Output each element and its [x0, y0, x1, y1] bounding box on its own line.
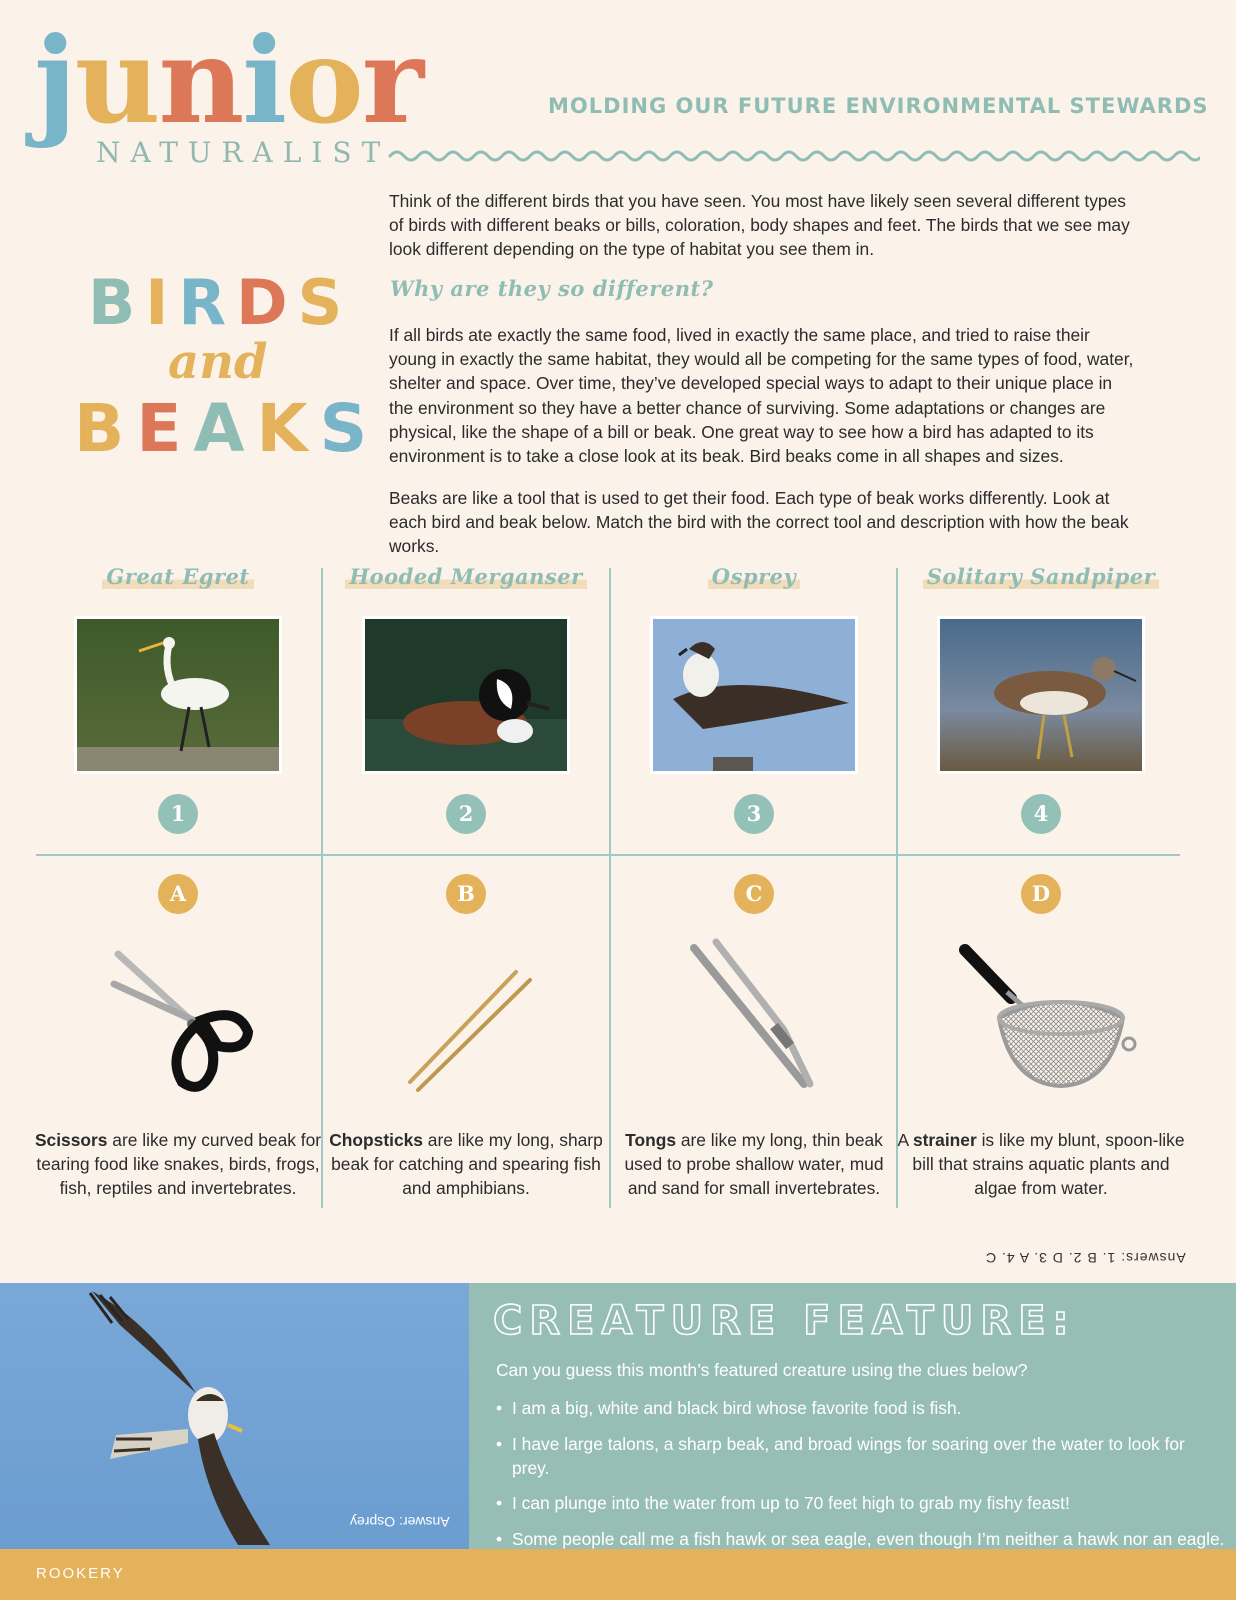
tongs-icon — [654, 934, 854, 1104]
tool-column — [610, 874, 898, 1201]
logo-junior — [34, 11, 423, 150]
clue-item: • I am a big, white and black bird whose favorite food is fish. — [496, 1396, 1226, 1420]
footer-text: ROOKERY — [36, 1565, 125, 1582]
tool-letter-badge: D — [1021, 874, 1061, 914]
tool-letter-badge: C — [734, 874, 774, 914]
tool-letter-badge: A — [158, 874, 198, 914]
great-egret-photo — [74, 616, 282, 774]
bird-number-badge: 4 — [1021, 794, 1061, 834]
title-letter: A — [193, 390, 257, 467]
osprey-flying-photo — [0, 1283, 469, 1549]
title-letter: B — [88, 266, 146, 339]
logo-letter: n — [158, 11, 243, 150]
bird-number-badge: 2 — [446, 794, 486, 834]
title-letter: B — [74, 390, 137, 467]
logo-letter: j — [34, 11, 75, 150]
clue-item: • I have large talons, a sharp beak, and broad wings for soaring over the water to look for prey. — [496, 1432, 1226, 1480]
title-beaks — [74, 390, 379, 467]
bird-column — [610, 564, 898, 834]
title-letter: S — [297, 266, 353, 339]
tool-description: A strainer is like my blunt, spoon-like bill that strains aquatic plants and algae from water. — [897, 1130, 1185, 1199]
instructions-paragraph: Beaks are like a tool that is used to get their food. Each type of beak works differently. Look at each bird and beak below. Match the bird with the correct tool and description with how the beak works. — [389, 488, 1129, 557]
tool-column — [897, 874, 1185, 1201]
title-letter: R — [178, 266, 237, 339]
answer-key: Answers: 1. B 2. D 3. A 4. C — [985, 1250, 1186, 1266]
title-letter: S — [319, 390, 380, 467]
bird-column — [34, 564, 322, 834]
title-letter: E — [136, 390, 194, 467]
tool-name: Chopsticks — [329, 1130, 423, 1150]
bird-column — [322, 564, 610, 834]
title-letter: D — [236, 266, 298, 339]
tool-description: Tongs are like my long, thin beak used to probe shallow water, mud and sand for small invertebrates. — [624, 1130, 884, 1199]
wave-divider — [388, 144, 1200, 168]
title-birds — [88, 266, 352, 339]
title-letter: K — [256, 390, 320, 467]
tool-letter-badge: B — [446, 874, 486, 914]
logo-letter: r — [361, 11, 423, 150]
osprey-photo — [650, 616, 858, 774]
intro-paragraph: Think of the different birds that you have seen. You most have likely seen several different types of birds with different beaks or bills, coloration, body shapes and feet. The birds that we see may look different depending on the type of habitat you see them in. — [389, 191, 1130, 260]
bird-number-badge: 1 — [158, 794, 198, 834]
title-and: and — [168, 334, 268, 390]
strainer-icon — [941, 934, 1141, 1104]
tool-name: Scissors — [34, 1130, 108, 1150]
bird-name: Great Egret — [102, 564, 253, 589]
clue-list — [496, 1396, 1226, 1562]
tagline: MOLDING OUR FUTURE ENVIRONMENTAL STEWARDS — [548, 94, 1209, 118]
logo-letter: u — [74, 11, 159, 150]
logo-letter: o — [285, 11, 362, 150]
subheading: Why are they so different? — [390, 276, 714, 301]
logo-naturalist: NATURALIST — [96, 136, 391, 169]
tool-column — [322, 874, 610, 1201]
clue-item: • Some people call me a fish hawk or sea eagle, even though I’m neither a hawk nor an eagle. — [496, 1527, 1226, 1551]
tool-description: Chopsticks are like my long, sharp beak for catching and spearing fish and amphibians. — [329, 1130, 603, 1199]
creature-feature-title: CREATURE FEATURE: — [493, 1298, 1076, 1344]
bird-name: Hooded Merganser — [345, 564, 586, 589]
tool-name: strainer — [912, 1130, 977, 1150]
scissors-icon — [78, 934, 278, 1104]
bird-name: Solitary Sandpiper — [923, 564, 1160, 589]
title-letter: I — [145, 266, 179, 339]
creature-answer: Answer: Osprey — [350, 1514, 450, 1530]
solitary-sandpiper-photo — [937, 616, 1145, 774]
tool-name: Tongs — [625, 1130, 676, 1150]
chopsticks-icon — [366, 934, 566, 1104]
tool-description: Scissors are like my curved beak for tearing food like snakes, birds, frogs, fish, reptiles and invertebrates. — [34, 1130, 322, 1199]
clue-item: • I can plunge into the water from up to 70 feet high to grab my fishy feast! — [496, 1491, 1226, 1515]
bird-name: Osprey — [708, 564, 800, 589]
bird-column — [897, 564, 1185, 834]
logo-letter: i — [242, 11, 286, 150]
tool-column — [34, 874, 322, 1201]
footer-bar — [0, 1549, 1236, 1600]
row-divider — [36, 854, 1180, 856]
body-paragraph: If all birds ate exactly the same food, lived in exactly the same place, and tried to raise their young in exactly the same habitat, they would all be competing for the same types of food, water, shelter and space. Over time, they’ve developed special ways to adapt to their unique place in the environment so they have a better chance of surviving. Some adaptations or changes are physical, like the shape of a bill or beak. One great way to see how a bird has adapted to its environment is to take a close look at its beak. Bird beaks come in all shapes and sizes. — [389, 325, 1134, 467]
hooded-merganser-photo — [362, 616, 570, 774]
bird-number-badge: 3 — [734, 794, 774, 834]
creature-question: Can you guess this month’s featured creature using the clues below? — [496, 1360, 1028, 1380]
